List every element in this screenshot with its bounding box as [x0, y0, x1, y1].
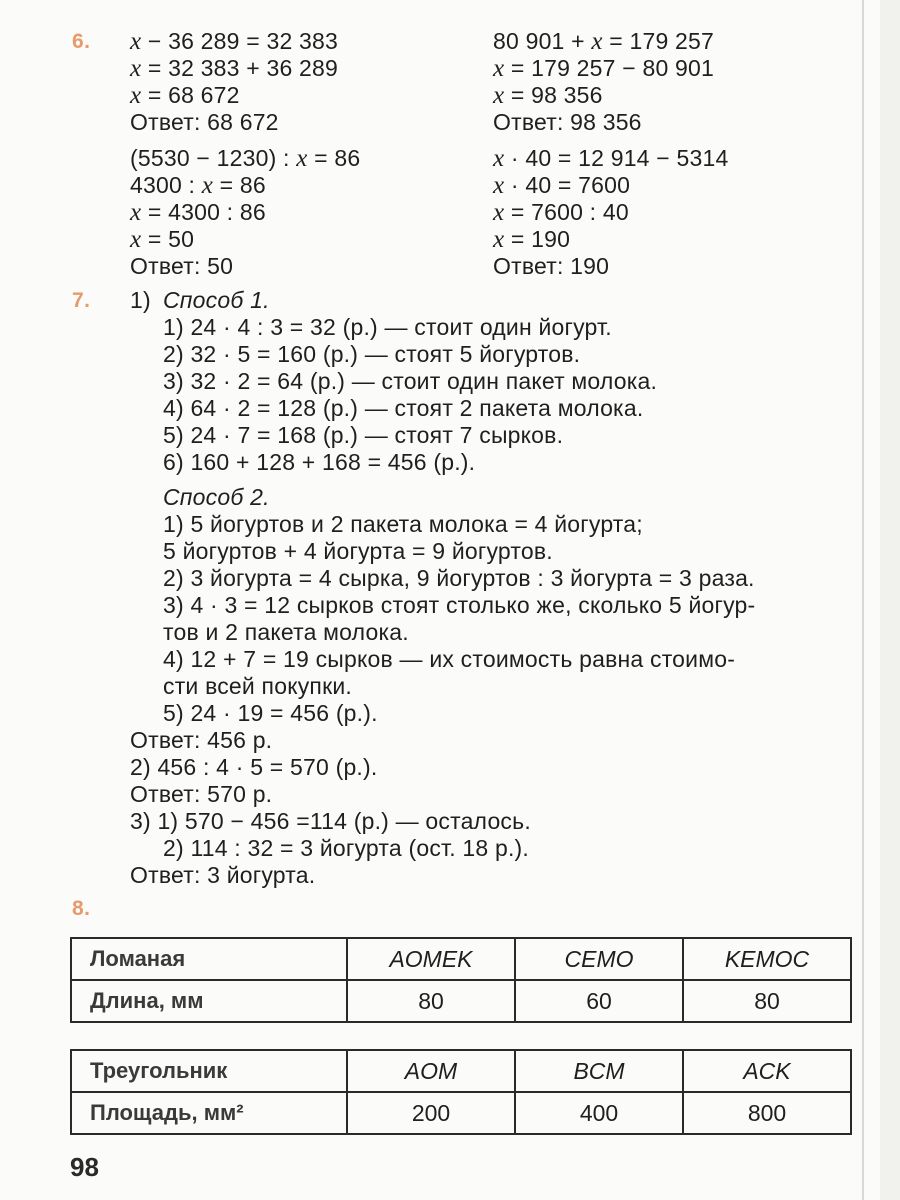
task7-method2-line6: 4) 12 + 7 = 19 сырков — их стоимость равна стоимо- — [163, 646, 736, 672]
table-header-cell: Ломаная — [71, 938, 347, 980]
polyline-name-cell: CEMO — [515, 938, 683, 980]
task-8-number: 8. — [72, 897, 91, 920]
task6-eq2-line2: x = 179 257 − 80 901 — [493, 55, 715, 82]
task6-eq4-line2: x · 40 = 7600 — [493, 172, 631, 199]
task6-eq3-line1: (5530 − 1230) : x = 86 — [130, 145, 361, 172]
task6-eq3-answer: Ответ: 50 — [130, 253, 234, 279]
task7-answer1: Ответ: 456 р. — [130, 727, 273, 753]
task7-method1-step2: 2) 32 · 5 = 160 (р.) — стоят 5 йогуртов. — [163, 341, 581, 367]
task6-eq1-answer: Ответ: 68 672 — [130, 109, 279, 135]
task7-method2-line3: 2) 3 йогурта = 4 сырка, 9 йогуртов : 3 йогурта = 3 раза. — [163, 565, 755, 591]
table-row — [71, 1050, 851, 1092]
task6-eq3-line3: x = 4300 : 86 — [130, 199, 266, 226]
task6-eq2-line1: 80 901 + x = 179 257 — [493, 28, 715, 55]
task6-eq4-line1: x · 40 = 12 914 − 5314 — [493, 145, 729, 172]
triangle-name-cell: AOM — [347, 1050, 515, 1092]
task7-method1-title: Способ 1. — [163, 287, 270, 313]
task6-eq4-line3: x = 7600 : 40 — [493, 199, 629, 226]
task7-method1-step6: 6) 160 + 128 + 168 = 456 (р.). — [163, 449, 476, 475]
area-value-cell: 400 — [515, 1092, 683, 1134]
task7-method1-step1: 1) 24 · 4 : 3 = 32 (р.) — стоит один йогурт. — [163, 314, 612, 340]
task-6-number: 6. — [72, 30, 91, 53]
task7-part3-step2: 2) 114 : 32 = 3 йогурта (ост. 18 р.). — [163, 835, 529, 861]
task-7-number: 7. — [72, 289, 91, 312]
table-row — [71, 938, 851, 980]
task7-method1-step3: 3) 32 · 2 = 64 (р.) — стоит один пакет молока. — [163, 368, 658, 394]
page-number: 98 — [70, 1152, 99, 1182]
triangle-name-cell: ACK — [683, 1050, 851, 1092]
polyline-name-cell: AOMEK — [347, 938, 515, 980]
task6-eq4-line4: x = 190 — [493, 226, 571, 253]
task6-eq1-line3: x = 68 672 — [130, 82, 240, 109]
task7-part1-prefix: 1) — [130, 287, 151, 313]
area-value-cell: 200 — [347, 1092, 515, 1134]
page-edge-shadow — [880, 0, 900, 1200]
task7-method2-title: Способ 2. — [163, 484, 270, 510]
task6-eq3-line2: 4300 : x = 86 — [130, 172, 266, 199]
task7-method2-line1: 1) 5 йогуртов и 2 пакета молока = 4 йогурта; — [163, 511, 643, 537]
triangle-area-table — [70, 1049, 852, 1135]
polyline-name-cell: KEMOC — [683, 938, 851, 980]
task6-eq1-line2: x = 32 383 + 36 289 — [130, 55, 339, 82]
task7-answer3: Ответ: 3 йогурта. — [130, 862, 316, 888]
task7-part3-step1: 3) 1) 570 − 456 =114 (р.) — осталось. — [130, 808, 531, 834]
task6-eq2-line3: x = 98 356 — [493, 82, 603, 109]
task6-eq3-line4: x = 50 — [130, 226, 195, 253]
task7-part2: 2) 456 : 4 · 5 = 570 (р.). — [130, 754, 378, 780]
task7-method1-step5: 5) 24 · 7 = 168 (р.) — стоят 7 сырков. — [163, 422, 564, 448]
task7-answer2: Ответ: 570 р. — [130, 781, 273, 807]
table-row-label: Длина, мм — [71, 980, 347, 1022]
task7-method2-line5: тов и 2 пакета молока. — [163, 619, 409, 645]
task6-eq1-line1: x − 36 289 = 32 383 — [130, 28, 339, 55]
task6-eq2-answer: Ответ: 98 356 — [493, 109, 642, 135]
length-value-cell: 80 — [347, 980, 515, 1022]
length-value-cell: 60 — [515, 980, 683, 1022]
table-row — [71, 980, 851, 1022]
polyline-length-table — [70, 937, 852, 1023]
area-value-cell: 800 — [683, 1092, 851, 1134]
task7-method2-line2: 5 йогуртов + 4 йогурта = 9 йогуртов. — [163, 538, 553, 564]
triangle-name-cell: BCM — [515, 1050, 683, 1092]
task7-method2-line7: сти всей покупки. — [163, 673, 352, 699]
task7-method2-line4: 3) 4 · 3 = 12 сырков стоят столько же, сколько 5 йогур- — [163, 592, 756, 618]
task7-method2-line8: 5) 24 · 19 = 456 (р.). — [163, 700, 378, 726]
task7-method1-step4: 4) 64 · 2 = 128 (р.) — стоят 2 пакета молока. — [163, 395, 644, 421]
page-edge-line — [862, 0, 864, 1200]
task6-eq4-answer: Ответ: 190 — [493, 253, 610, 279]
table-row-label: Площадь, мм² — [71, 1092, 347, 1134]
table-header-cell: Треугольник — [71, 1050, 347, 1092]
table-row — [71, 1092, 851, 1134]
length-value-cell: 80 — [683, 980, 851, 1022]
